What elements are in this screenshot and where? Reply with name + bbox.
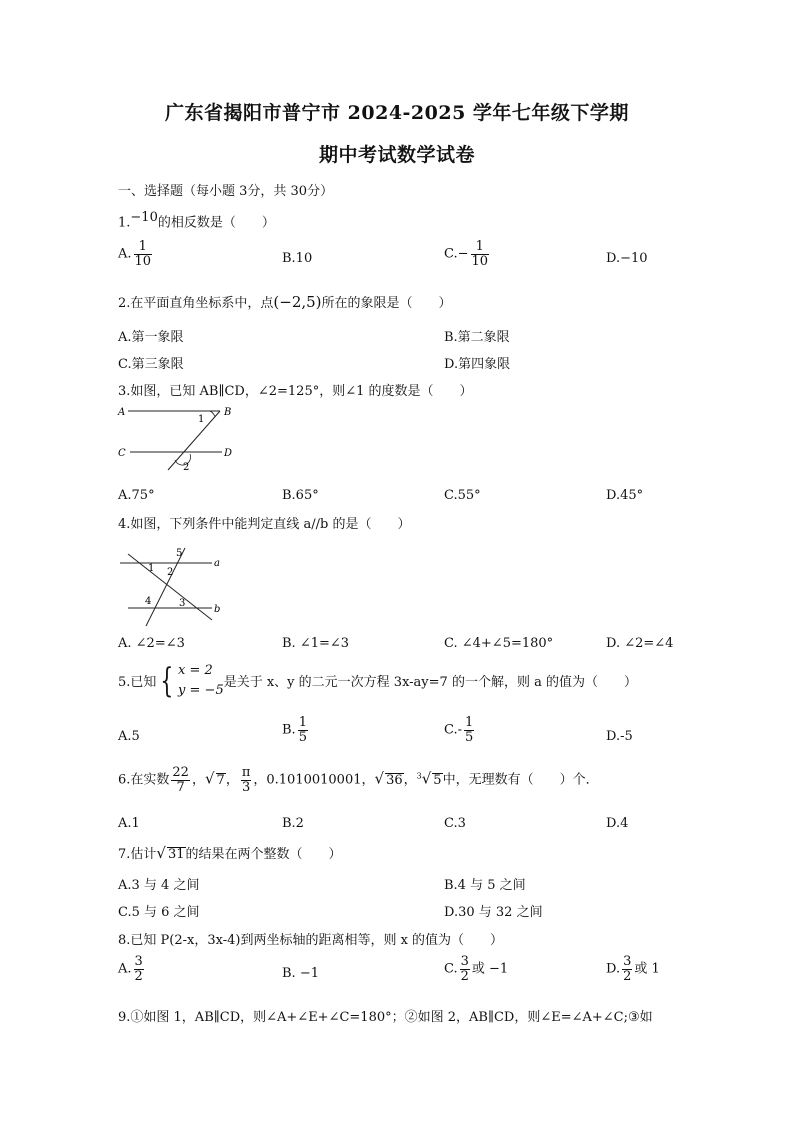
q6-rest-1: ，0.1010010001， <box>253 772 375 788</box>
q5-eq-2: y = −5 <box>178 682 224 698</box>
q3-angle-2: 2 <box>183 462 190 473</box>
question-5-stem <box>118 661 637 700</box>
q6-sqrt7: 7 <box>216 772 225 788</box>
q1-a-num: 1 <box>134 240 153 255</box>
q8-a-label: A. <box>118 961 132 977</box>
q6-option-a: A.1 <box>118 816 140 831</box>
q2-option-c: C.第三象限 <box>118 357 184 372</box>
q6-sep-1: ， <box>191 772 205 788</box>
q4-label-b: b <box>214 604 221 615</box>
q3-option-c: C.55° <box>444 488 481 503</box>
q6-sep-2: ， <box>225 772 239 788</box>
q6-sqrt36: 36 <box>386 772 403 788</box>
q8-c-den: 2 <box>460 968 469 984</box>
q5-option-a: A.5 <box>118 729 140 744</box>
q5-b-num: 1 <box>298 715 307 730</box>
q5-c-label: C.- <box>444 722 463 738</box>
q4-option-b: B. ∠1=∠3 <box>282 636 350 651</box>
q3-label-c: C <box>118 448 126 459</box>
q7-option-b: B.4 与 5 之间 <box>444 878 526 893</box>
question-6-stem <box>118 766 599 794</box>
q1-c-fraction <box>471 240 490 268</box>
q6-f-den: 7 <box>176 779 185 795</box>
q8-d-num: 3 <box>623 954 632 969</box>
q1-c-den: 10 <box>471 253 489 269</box>
q4-angle-4: 4 <box>145 596 152 607</box>
title-line-1: 广东省揭阳市普宁市 2024-2025 学年七年级下学期 <box>165 102 629 124</box>
q6-cbrt-sign: √ <box>421 769 432 788</box>
q6-pi-den: 3 <box>241 779 251 795</box>
q6-rest-2: 中，无理数有（ ）个． <box>442 772 599 788</box>
question-4-stem: 4.如图，下列条件中能判定直线 a//b 的是（ ） <box>118 517 411 532</box>
q1-c-label: C.− <box>444 246 469 262</box>
q3-option-a: A.75° <box>118 488 155 503</box>
q1-option-b: B.10 <box>282 251 313 266</box>
q5-b-label: B. <box>282 722 296 738</box>
q8-a-num: 3 <box>134 954 143 969</box>
q6-cbrt5: 5 <box>433 772 442 788</box>
section-heading: 一、选择题（每小题 3分，共 30分） <box>118 184 334 199</box>
q6-pi-num: π <box>241 765 251 780</box>
q5-c-num: 1 <box>465 715 474 730</box>
q2-point: (−2,5) <box>273 293 322 311</box>
q5-prefix: 5.已知 <box>118 675 157 690</box>
q8-a-fraction <box>134 955 144 983</box>
q7-option-d: D.30 与 32 之间 <box>444 905 543 920</box>
q1-option-a <box>118 240 154 268</box>
q1-a-fraction <box>134 240 153 268</box>
q8-option-d <box>606 955 660 983</box>
q6-cbrt-index: 3 <box>416 771 422 781</box>
q8-c-fraction <box>460 955 470 983</box>
q4-option-a: A. ∠2=∠3 <box>118 636 185 651</box>
q8-c-label: C. <box>444 961 458 977</box>
q4-option-d: D. ∠2=∠4 <box>606 636 674 651</box>
q3-figure <box>112 400 242 474</box>
q2-option-b: B.第二象限 <box>444 330 510 345</box>
q7-sqrt-sign: √ <box>156 844 166 862</box>
q4-figure <box>112 542 232 628</box>
q2-option-a: A.第一象限 <box>118 330 184 345</box>
q4-option-c: C. ∠4+∠5=180° <box>444 636 554 651</box>
q4-angle-3: 3 <box>179 598 186 609</box>
q3-label-d: D <box>224 448 233 459</box>
q6-sep-3: ， <box>403 772 417 788</box>
question-8-stem: 8.已知 P(2-x，3x-4)到两坐标轴的距离相等，则 x 的值为（ ） <box>118 933 504 948</box>
q6-sqrt36-sign: √ <box>374 769 385 788</box>
q3-option-b: B.65° <box>282 488 319 503</box>
q8-c-num: 3 <box>460 954 469 969</box>
q4-transversal-2 <box>146 548 185 626</box>
q5-option-c <box>444 716 476 744</box>
q5-option-d: D.-5 <box>606 729 633 744</box>
q1-number: −10 <box>130 210 158 225</box>
question-3-stem: 3.如图，已知 AB∥CD，∠2=125°，则∠1 的度数是（ ） <box>118 384 473 399</box>
q3-arc-1 <box>210 411 215 417</box>
q2-stem-b: 所在的象限是（ ） <box>321 296 452 311</box>
q7-stem-text: 的结果在两个整数（ ） <box>185 847 342 862</box>
q1-prefix: 1. <box>118 215 131 231</box>
q8-option-b: B. −1 <box>282 966 319 981</box>
q5-stem-text: 是关于 x、y 的二元一次方程 3x-ay=7 的一个解，则 a 的值为（ ） <box>223 675 637 690</box>
q8-d-fraction <box>622 955 632 983</box>
q3-option-d: D.45° <box>606 488 644 503</box>
q4-label-a: a <box>214 558 220 569</box>
q8-d-tail: 或 1 <box>634 961 660 977</box>
q8-option-c <box>444 955 508 983</box>
q6-fraction-22-7 <box>171 766 190 794</box>
q6-option-b: B.2 <box>282 816 304 831</box>
q3-label-b: B <box>224 407 232 418</box>
title-line-2: 期中考试数学试卷 <box>318 144 475 166</box>
q7-prefix: 7.估计 <box>118 847 157 862</box>
q6-sqrt7-sign: √ <box>204 769 215 788</box>
q1-c-num: 1 <box>471 240 490 255</box>
q7-option-a: A.3 与 4 之间 <box>118 878 200 893</box>
q2-option-d: D.第四象限 <box>444 357 511 372</box>
q8-a-den: 2 <box>134 968 143 984</box>
q5-b-fraction <box>298 716 308 744</box>
q1-option-c <box>444 240 491 268</box>
q1-text: 的相反数是（ ） <box>157 215 275 231</box>
question-7-stem <box>118 843 342 862</box>
q1-a-den: 10 <box>134 253 152 269</box>
q6-fraction-pi-3 <box>241 766 252 794</box>
q8-d-den: 2 <box>623 968 632 984</box>
q5-eq-1: x = 2 <box>178 663 213 678</box>
q4-angle-1: 1 <box>148 563 155 574</box>
question-9-stem: 9.①如图 1，AB∥CD，则∠A+∠E+∠C=180°；②如图 2，AB∥CD，则∠E=∠A+∠C;③如 <box>118 1010 653 1025</box>
question-1-stem <box>118 210 275 230</box>
q5-brace: { <box>160 660 174 701</box>
q8-d-label: D. <box>606 961 621 977</box>
q6-option-c: C.3 <box>444 816 466 831</box>
q1-a-label: A. <box>118 246 132 262</box>
q4-angle-5: 5 <box>176 548 183 559</box>
q5-c-den: 5 <box>465 729 474 745</box>
q5-c-fraction <box>464 716 474 744</box>
q6-f-num: 22 <box>172 765 189 780</box>
q5-system <box>178 661 224 700</box>
q6-prefix: 6.在实数 <box>118 772 170 788</box>
q8-c-tail: 或 −1 <box>471 961 509 977</box>
q2-stem-a: 2.在平面直角坐标系中，点 <box>118 296 274 311</box>
q7-sqrt31: 31 <box>167 847 185 862</box>
question-2-stem <box>118 292 452 311</box>
q5-option-b <box>282 716 310 744</box>
q5-b-den: 5 <box>298 729 307 745</box>
q6-option-d: D.4 <box>606 816 629 831</box>
q7-option-c: C.5 与 6 之间 <box>118 905 200 920</box>
q3-label-a: A <box>118 407 126 418</box>
q3-angle-1: 1 <box>198 414 205 425</box>
q1-option-d: D.−10 <box>606 251 648 266</box>
q4-angle-2: 2 <box>167 567 174 578</box>
q4-transversal-1 <box>128 554 212 620</box>
q8-option-a <box>118 955 146 983</box>
